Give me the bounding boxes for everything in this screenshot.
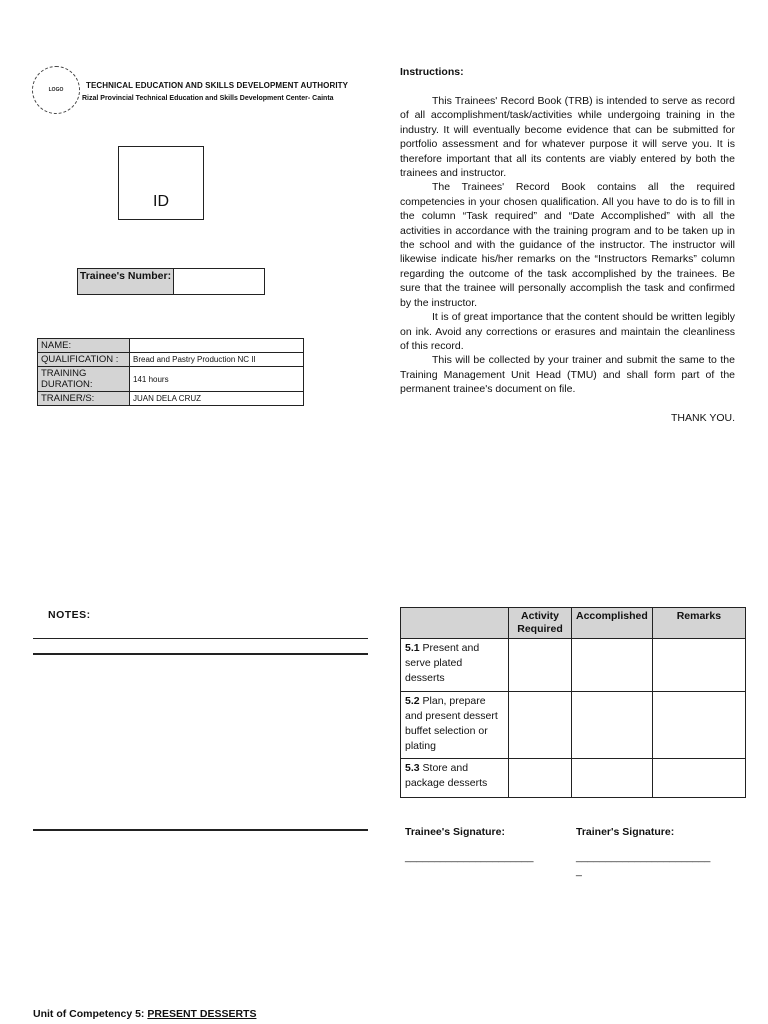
- trainee-number-field: [77, 268, 265, 295]
- footer-title: PRESENT DESSERTS: [147, 1008, 257, 1020]
- instructions-paragraph: It is of great importance that the content should be written legibly on ink. Avoid any corrections or erasures and maintain the cleanliness of this record.: [400, 311, 735, 352]
- logo-placeholder: [32, 66, 80, 114]
- info-value[interactable]: 141 hours: [130, 367, 304, 392]
- competency-table: [400, 607, 746, 798]
- task-text: Present and serve plated desserts: [405, 642, 480, 684]
- table-row: [401, 692, 746, 759]
- activity-cell[interactable]: [509, 639, 572, 692]
- accomplished-cell[interactable]: [572, 759, 653, 798]
- info-label: TRAINER/S:: [38, 392, 130, 406]
- table-header-row: [401, 608, 746, 639]
- table-row: [38, 392, 304, 406]
- column-header: Accomplished: [572, 608, 653, 639]
- accomplished-cell[interactable]: [572, 639, 653, 692]
- trainee-signature-label: Trainee's Signature:: [405, 826, 505, 838]
- task-text: Store and package desserts: [405, 762, 488, 789]
- table-row: [38, 367, 304, 392]
- task-code: 5.3: [405, 762, 420, 774]
- unit-of-competency-footer: [33, 1008, 256, 1020]
- task-cell: [401, 639, 509, 692]
- info-value[interactable]: Bread and Pastry Production NC II: [130, 353, 304, 367]
- instructions-body: [400, 94, 735, 397]
- trainee-info-table: [37, 338, 304, 406]
- trainee-number-value[interactable]: [174, 269, 264, 294]
- id-photo-box: [118, 146, 204, 220]
- task-cell: [401, 692, 509, 759]
- info-value[interactable]: [130, 339, 304, 353]
- notes-label: NOTES:: [48, 609, 91, 621]
- task-code: 5.2: [405, 695, 420, 707]
- remarks-cell[interactable]: [652, 759, 745, 798]
- trainer-signature-line-tail: _: [576, 865, 582, 877]
- trainer-signature-line[interactable]: _______________________: [576, 851, 711, 863]
- notes-line: [33, 638, 368, 639]
- column-header: [401, 608, 509, 639]
- table-row: [38, 339, 304, 353]
- table-row: [38, 353, 304, 367]
- remarks-cell[interactable]: [652, 692, 745, 759]
- remarks-cell[interactable]: [652, 639, 745, 692]
- trainee-signature-line[interactable]: ______________________: [405, 851, 534, 863]
- trainer-signature-label: Trainer's Signature:: [576, 826, 675, 838]
- instructions-paragraph: This will be collected by your trainer and submit the same to the Training Management Unit Head (TMU) and shall form part of the permanent trainee's document on file.: [400, 354, 735, 396]
- info-value[interactable]: JUAN DELA CRUZ: [130, 392, 304, 406]
- info-label: QUALIFICATION :: [38, 353, 130, 367]
- column-header: Remarks: [652, 608, 745, 639]
- instructions-title: Instructions:: [400, 66, 464, 78]
- column-header: Activity Required: [509, 608, 572, 639]
- trainee-number-label: Trainee's Number:: [78, 269, 174, 294]
- task-cell: [401, 759, 509, 798]
- table-row: [401, 759, 746, 798]
- id-label: ID: [153, 193, 169, 210]
- footer-prefix: Unit of Competency 5:: [33, 1008, 145, 1020]
- table-row: [401, 639, 746, 692]
- activity-cell[interactable]: [509, 692, 572, 759]
- notes-line: [33, 653, 368, 655]
- task-code: 5.1: [405, 642, 420, 654]
- task-text: Plan, prepare and present dessert buffet selection or plating: [405, 695, 498, 752]
- info-label: NAME:: [38, 339, 130, 353]
- closing-text: THANK YOU.: [671, 412, 735, 424]
- instructions-paragraph: This Trainees' Record Book (TRB) is intended to serve as record of all accomplishment/task/activities while undergoing training in the industry. It will eventually become evidence that can be submitted for portfolio assessment and for whatever purpose it will serve you. It is therefore important that all its contents are viably entered by both the trainees and instructor.: [400, 95, 735, 180]
- logo-label: LOGO: [48, 87, 64, 93]
- info-label: TRAINING DURATION:: [38, 367, 130, 392]
- accomplished-cell[interactable]: [572, 692, 653, 759]
- notes-line: [33, 829, 368, 831]
- org-name: TECHNICAL EDUCATION AND SKILLS DEVELOPMENT AUTHORITY: [86, 81, 349, 90]
- activity-cell[interactable]: [509, 759, 572, 798]
- instructions-paragraph: The Trainees' Record Book contains all the required competencies in your chosen qualification. All you have to do is to fill in the column “Task required” and “Date Accomplished” with all the activities in accordance with the training program and to be taken up in the school and with the guidance of the instructor. The instructor will likewise indicate his/her remarks on the “Instructors Remarks” column regarding the outcome of the task accomplished by the trainees. Be sure that the trainee will personally accomplish the task and confirmed by the instructor.: [400, 181, 735, 309]
- center-name: Rizal Provincial Technical Education and Skills Development Center- Cainta: [82, 95, 334, 102]
